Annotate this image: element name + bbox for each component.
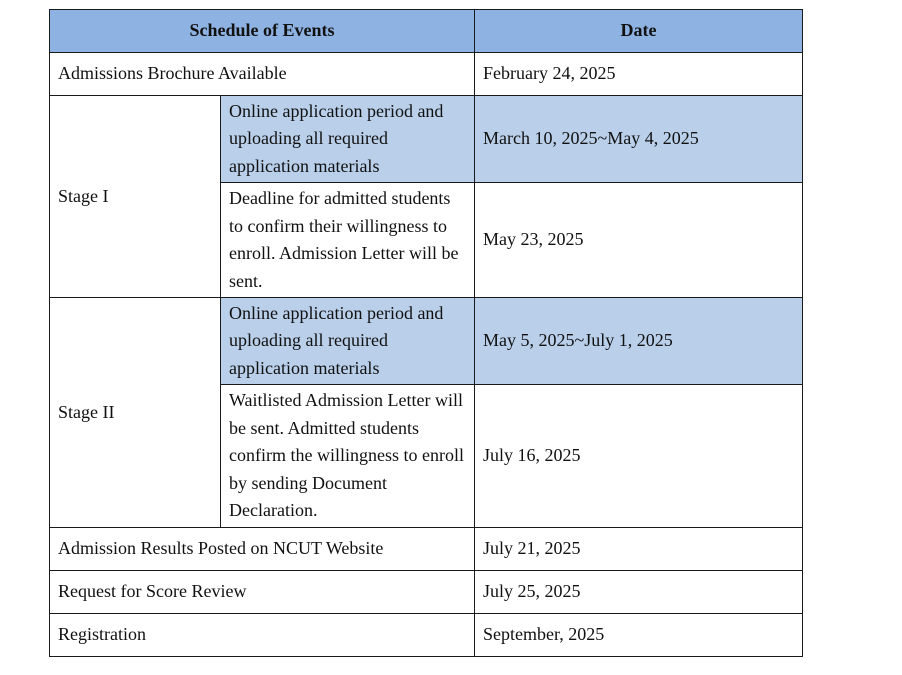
event-results: Admission Results Posted on NCUT Website — [50, 528, 475, 571]
date-brochure: February 24, 2025 — [475, 53, 803, 96]
header-date: Date — [475, 10, 803, 53]
date-stage2-application: May 5, 2025~July 1, 2025 — [475, 298, 803, 385]
date-score-review: July 25, 2025 — [475, 571, 803, 614]
date-stage2-waitlist: July 16, 2025 — [475, 385, 803, 528]
table-row — [50, 528, 803, 571]
date-stage1-deadline: May 23, 2025 — [475, 183, 803, 298]
event-stage1-application: Online application period and uploading all required application materials — [221, 96, 475, 183]
table-row — [50, 614, 803, 657]
header-schedule-of-events: Schedule of Events — [50, 10, 475, 53]
schedule-table — [49, 9, 803, 657]
event-registration: Registration — [50, 614, 475, 657]
table-row — [50, 298, 803, 385]
event-stage2-application: Online application period and uploading all required application materials — [221, 298, 475, 385]
table-row — [50, 53, 803, 96]
event-brochure: Admissions Brochure Available — [50, 53, 475, 96]
stage-2-label: Stage II — [50, 298, 221, 528]
table-row — [50, 571, 803, 614]
table-row — [50, 96, 803, 183]
event-stage2-waitlist: Waitlisted Admission Letter will be sent. Admitted students confirm the willingness to enroll by sending Document Declaration. — [221, 385, 475, 528]
table-header-row — [50, 10, 803, 53]
date-results: July 21, 2025 — [475, 528, 803, 571]
event-stage1-deadline: Deadline for admitted students to confirm their willingness to enroll. Admission Letter will be sent. — [221, 183, 475, 298]
event-score-review: Request for Score Review — [50, 571, 475, 614]
date-stage1-application: March 10, 2025~May 4, 2025 — [475, 96, 803, 183]
stage-1-label: Stage I — [50, 96, 221, 298]
date-registration: September, 2025 — [475, 614, 803, 657]
